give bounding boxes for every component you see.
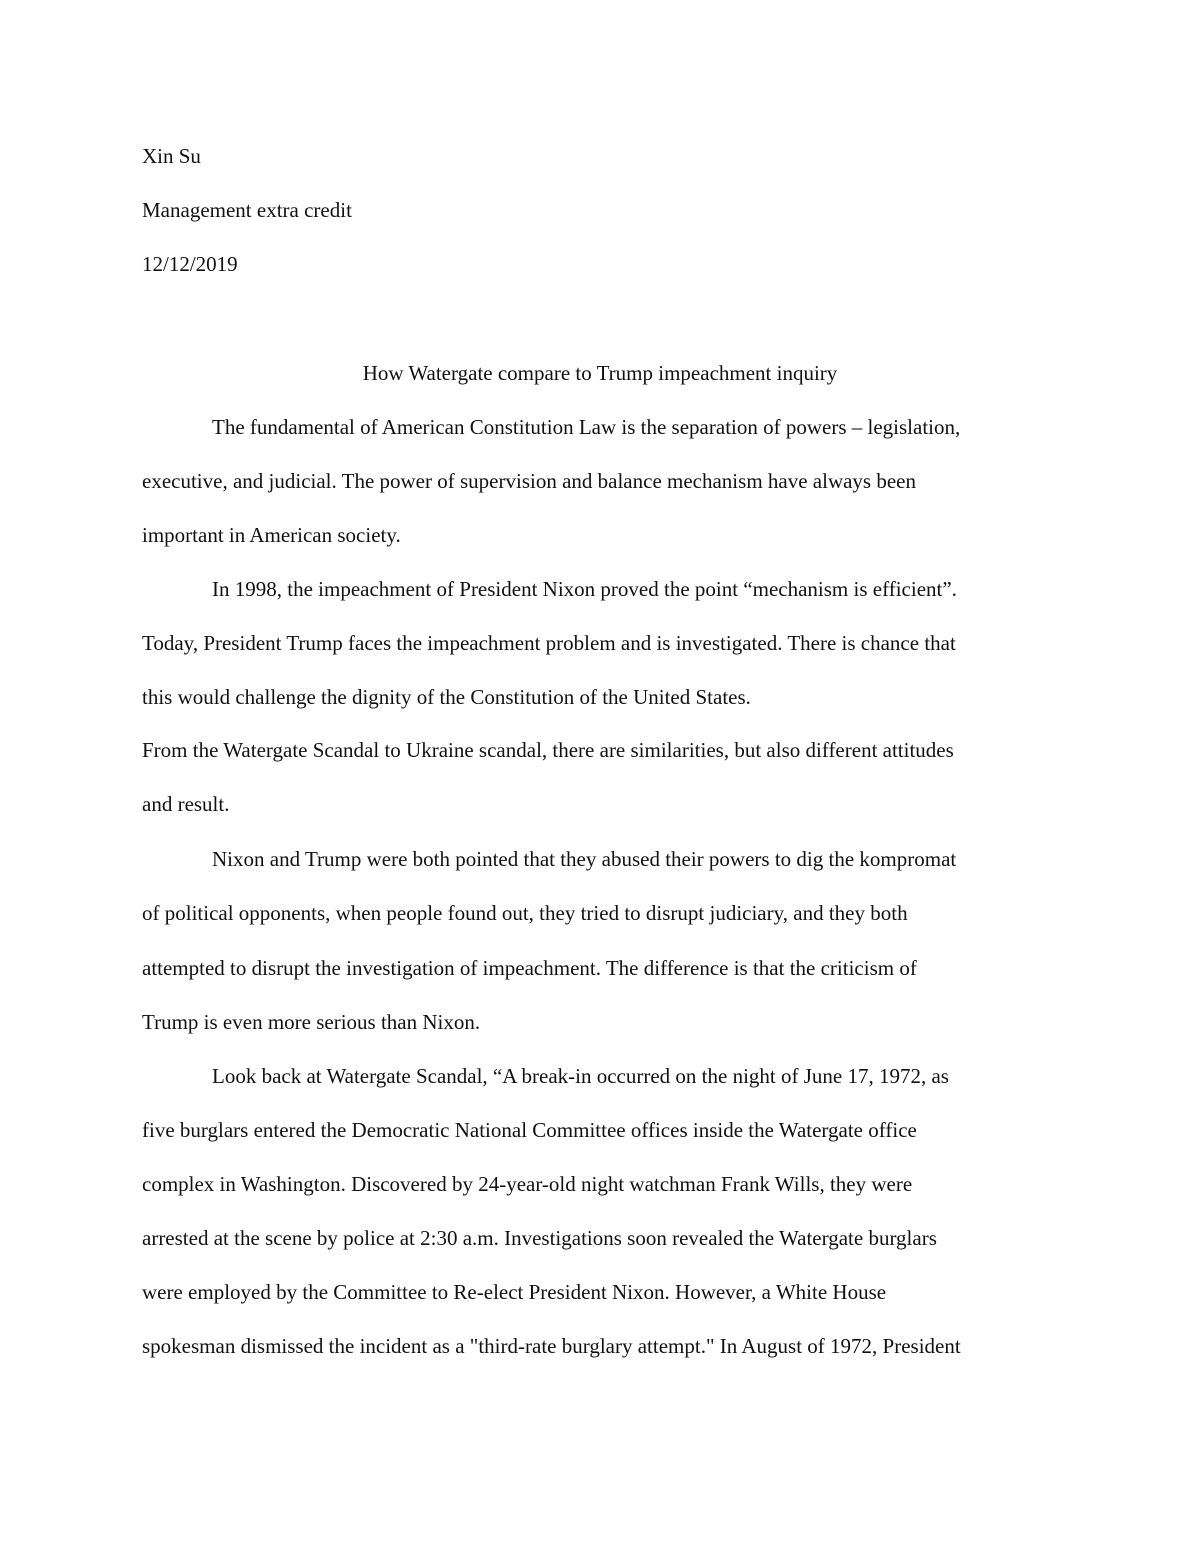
body-line: and result. <box>142 792 230 816</box>
body-line: The fundamental of American Constitution Law is the separation of powers – legislation, <box>212 415 961 439</box>
essay-title: How Watergate compare to Trump impeachment inquiry <box>362 361 838 385</box>
course-name: Management extra credit <box>142 198 352 222</box>
document-date: 12/12/2019 <box>142 252 238 276</box>
body-line: complex in Washington. Discovered by 24-year-old night watchman Frank Wills, they were <box>142 1172 913 1196</box>
body-line: Today, President Trump faces the impeachment problem and is investigated. There is chance that <box>142 631 956 655</box>
body-line: attempted to disrupt the investigation of impeachment. The difference is that the criticism of <box>142 956 917 980</box>
body-line: Look back at Watergate Scandal, “A break-in occurred on the night of June 17, 1972, as <box>212 1064 949 1088</box>
body-line: were employed by the Committee to Re-elect President Nixon. However, a White House <box>142 1280 887 1304</box>
body-line: this would challenge the dignity of the Constitution of the United States. <box>142 685 751 709</box>
author-name: Xin Su <box>142 144 201 168</box>
body-line: Trump is even more serious than Nixon. <box>142 1010 481 1034</box>
body-line: important in American society. <box>142 523 401 547</box>
body-line: From the Watergate Scandal to Ukraine scandal, there are similarities, but also different attitudes <box>142 738 954 762</box>
body-line: spokesman dismissed the incident as a "third-rate burglary attempt." In August of 1972, President <box>142 1334 961 1358</box>
body-line: In 1998, the impeachment of President Nixon proved the point “mechanism is efficient”. <box>212 577 957 601</box>
body-line: executive, and judicial. The power of supervision and balance mechanism have always been <box>142 469 916 493</box>
body-line: of political opponents, when people found out, they tried to disrupt judiciary, and they both <box>142 901 908 925</box>
body-line: arrested at the scene by police at 2:30 a.m. Investigations soon revealed the Watergate burglars <box>142 1226 937 1250</box>
body-line: five burglars entered the Democratic National Committee offices inside the Watergate office <box>142 1118 917 1142</box>
body-line: Nixon and Trump were both pointed that they abused their powers to dig the kompromat <box>212 847 957 871</box>
